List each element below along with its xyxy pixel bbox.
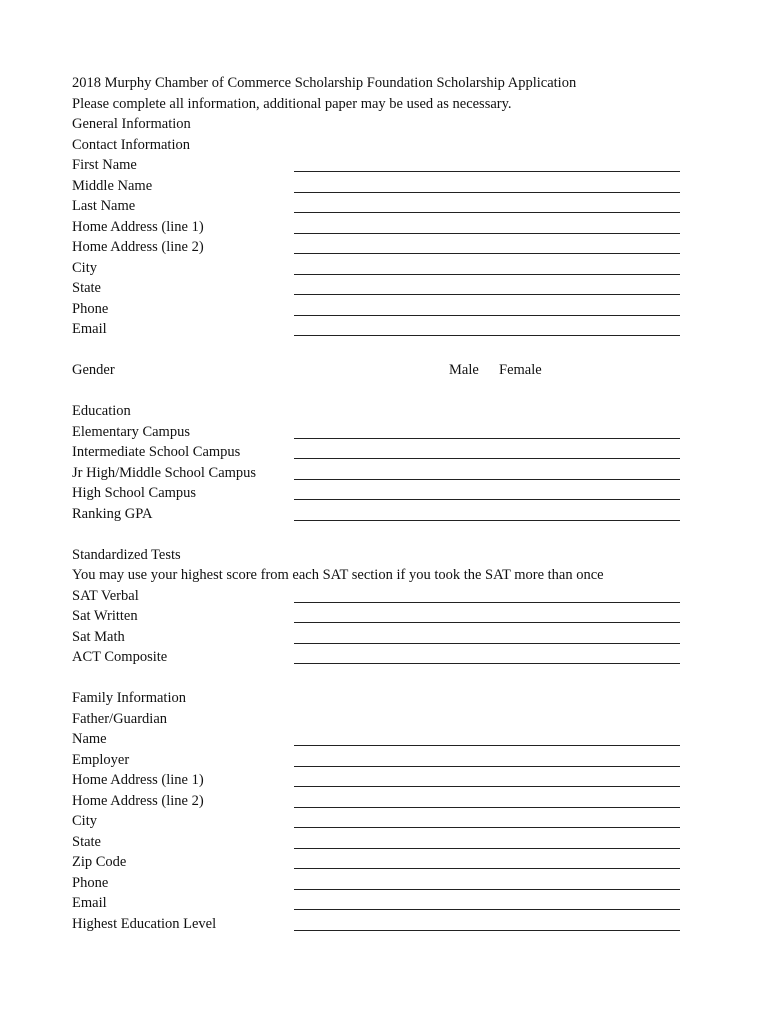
gender-row [72, 360, 692, 381]
middle-school-campus-blank[interactable] [294, 479, 680, 480]
general-info-heading: General Information [72, 116, 191, 132]
field-row-father-name [72, 729, 692, 750]
spacer [72, 340, 692, 361]
form-content [72, 73, 692, 934]
field-label: First Name [72, 157, 137, 173]
field-label: City [72, 259, 97, 276]
contact-info-heading: Contact Information [72, 136, 190, 153]
sat-math-blank[interactable] [294, 643, 680, 644]
first-name-blank[interactable] [294, 171, 680, 172]
sat-written-blank[interactable] [294, 622, 680, 623]
ranking-gpa-blank[interactable] [294, 520, 680, 521]
elementary-campus-blank[interactable] [294, 438, 680, 439]
home-address-1-blank[interactable] [294, 233, 680, 234]
city-blank[interactable] [294, 274, 680, 275]
field-label: Email [72, 895, 107, 911]
field-label: Home Address (line 1) [72, 772, 204, 788]
field-row-father-zip [72, 852, 692, 873]
field-label: Name [72, 731, 107, 747]
field-row-father-address-2 [72, 791, 692, 812]
field-label: Phone [72, 300, 109, 317]
field-row-father-email [72, 893, 692, 914]
field-row-intermediate-campus [72, 442, 692, 463]
intermediate-campus-blank[interactable] [294, 458, 680, 459]
form-title: 2018 Murphy Chamber of Commerce Scholarship Foundation Scholarship Application [72, 75, 577, 91]
field-row-father-phone [72, 873, 692, 894]
middle-name-blank[interactable] [294, 192, 680, 193]
spacer [72, 381, 692, 402]
father-email-blank[interactable] [294, 909, 680, 910]
field-row-father-state [72, 832, 692, 853]
father-state-blank[interactable] [294, 848, 680, 849]
field-label: State [72, 833, 101, 850]
field-row-elementary-campus [72, 422, 692, 443]
form-instructions: Please complete all information, additional paper may be used as necessary. [72, 95, 512, 112]
tests-note: You may use your highest score from each SAT section if you took the SAT more than once [72, 567, 604, 583]
field-label: Highest Education Level [72, 915, 217, 932]
field-label: ACT Composite [72, 649, 168, 665]
father-education-blank[interactable] [294, 930, 680, 931]
tests-heading: Standardized Tests [72, 546, 181, 563]
act-composite-blank[interactable] [294, 663, 680, 664]
field-row-father-address-1 [72, 770, 692, 791]
father-address-2-blank[interactable] [294, 807, 680, 808]
field-row-act-composite [72, 647, 692, 668]
field-label: Phone [72, 874, 109, 891]
father-city-blank[interactable] [294, 827, 680, 828]
father-guardian-heading: Father/Guardian [72, 710, 168, 727]
field-row-last-name [72, 196, 692, 217]
home-address-2-blank[interactable] [294, 253, 680, 254]
field-label: Jr High/Middle School Campus [72, 464, 257, 481]
field-row-middle-name [72, 176, 692, 197]
field-row-city [72, 258, 692, 279]
field-label: Sat Math [72, 628, 125, 645]
field-label: Home Address (line 2) [72, 239, 204, 255]
last-name-blank[interactable] [294, 212, 680, 213]
field-label: High School Campus [72, 485, 197, 501]
field-label: Email [72, 321, 107, 337]
father-phone-blank[interactable] [294, 889, 680, 890]
field-row-sat-verbal [72, 586, 692, 607]
field-label: Elementary Campus [72, 423, 190, 440]
field-label: State [72, 280, 101, 296]
gender-label: Gender [72, 362, 115, 378]
field-row-email [72, 319, 692, 340]
field-row-father-employer [72, 750, 692, 771]
field-row-state [72, 278, 692, 299]
father-name-blank[interactable] [294, 745, 680, 746]
high-school-campus-blank[interactable] [294, 499, 680, 500]
field-label: Zip Code [72, 854, 127, 870]
field-label: Ranking GPA [72, 505, 153, 522]
field-row-father-education [72, 914, 692, 935]
field-label: Last Name [72, 198, 136, 214]
father-address-1-blank[interactable] [294, 786, 680, 787]
field-row-sat-math [72, 627, 692, 648]
field-label: Employer [72, 751, 130, 768]
field-row-father-city [72, 811, 692, 832]
field-row-home-address-2 [72, 237, 692, 258]
spacer [72, 524, 692, 545]
email-blank[interactable] [294, 335, 680, 336]
field-label: Sat Written [72, 608, 138, 624]
field-row-home-address-1 [72, 217, 692, 238]
field-row-first-name [72, 155, 692, 176]
field-label: Middle Name [72, 177, 153, 194]
field-label: Intermediate School Campus [72, 444, 241, 460]
father-employer-blank[interactable] [294, 766, 680, 767]
phone-blank[interactable] [294, 315, 680, 316]
field-row-high-school-campus [72, 483, 692, 504]
field-label: Home Address (line 1) [72, 218, 204, 235]
gender-option-male[interactable]: Male [449, 362, 479, 378]
father-zip-blank[interactable] [294, 868, 680, 869]
field-label: SAT Verbal [72, 587, 139, 604]
sat-verbal-blank[interactable] [294, 602, 680, 603]
family-heading: Family Information [72, 690, 186, 706]
field-label: Home Address (line 2) [72, 792, 204, 809]
field-row-ranking-gpa [72, 504, 692, 525]
field-row-phone [72, 299, 692, 320]
field-label: City [72, 813, 97, 829]
field-row-middle-school-campus [72, 463, 692, 484]
spacer [72, 668, 692, 689]
state-blank[interactable] [294, 294, 680, 295]
gender-option-female[interactable]: Female [499, 362, 542, 378]
education-heading: Education [72, 403, 131, 419]
field-row-sat-written [72, 606, 692, 627]
